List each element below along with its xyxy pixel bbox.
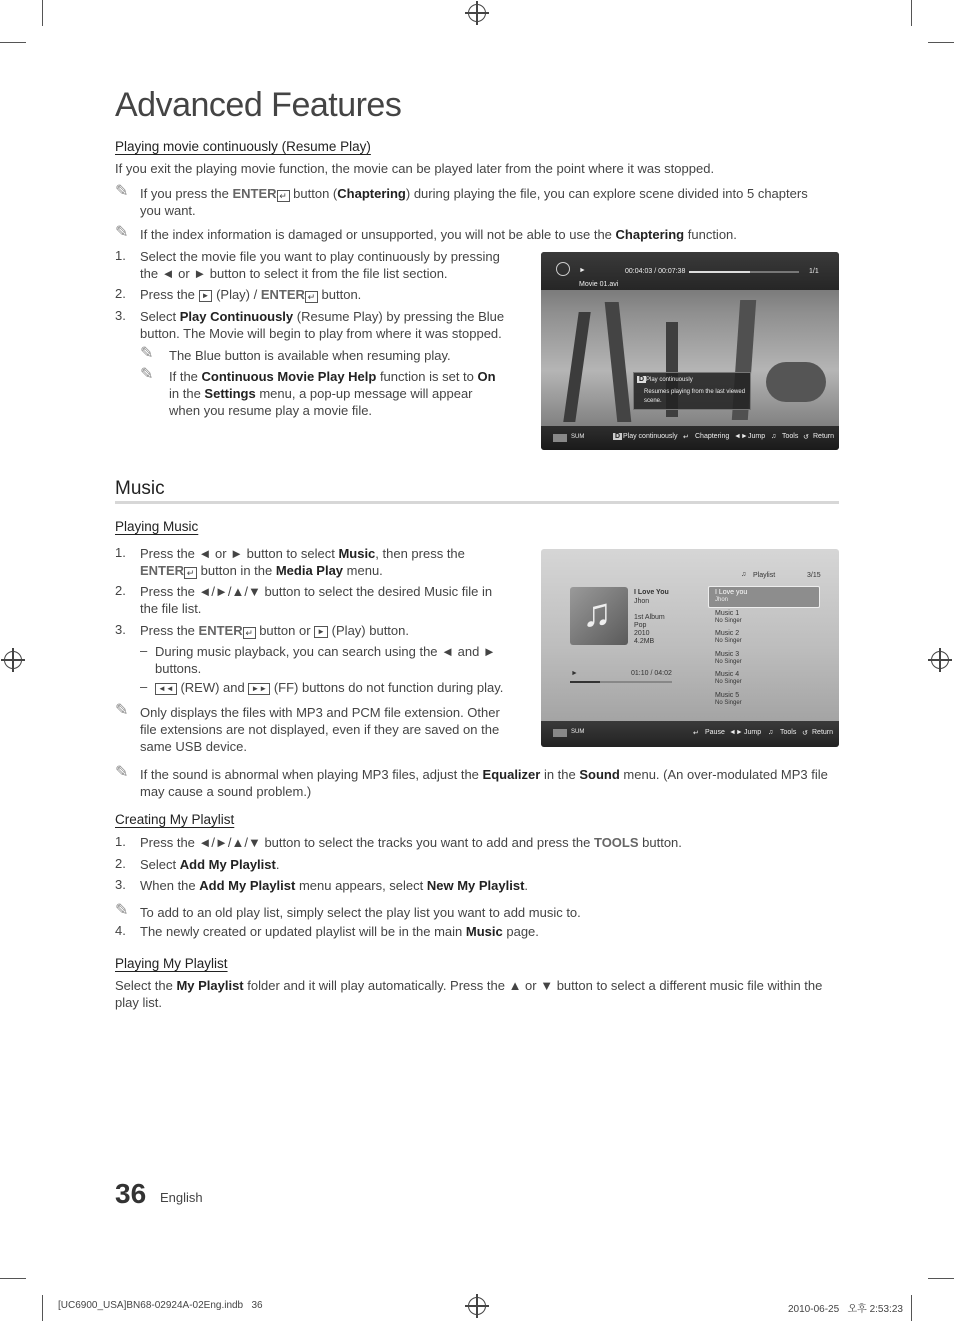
music-note-1: Only displays the files with MP3 and PCM file extension. Other file extensions are not displayed, even if they are saved on the same USB device. [140,705,500,754]
playlist-item-artist: No Singer [715,617,742,624]
note-pencil-icon: ✎ [115,702,129,719]
step-number: 3. [115,308,126,323]
tools-icon: ♫ [768,729,774,736]
movie-time: 00:04:03 / 00:07:38 [625,268,686,275]
crop-mark [911,1295,912,1321]
page-title: Advanced Features [115,86,402,124]
music-control-bar: SUM ↵ Pause ◄► Jump ♫ Tools ↺ Return [541,721,839,747]
album-art [570,587,628,645]
playlist-step-1: Press the ◄/►/▲/▼ button to select the tracks you want to add and press the TOOLS button. [140,835,682,850]
music-step-2: Press the ◄/►/▲/▼ button to select the desired Music file in the file list. [140,584,493,616]
dash-bullet: – [140,679,148,694]
rewind-icon: ◄◄ [155,683,177,695]
current-song: I Love You [634,589,669,596]
note-pencil-icon: ✎ [115,764,129,781]
page-number: 36 [115,1178,147,1209]
playlist-item-artist: No Singer [715,638,742,644]
playlist-icon: ♫ [741,571,747,578]
current-artist: Jhon [634,598,650,605]
resume-step-2: Press the ► (Play) / ENTER ↵ button. [140,287,362,302]
registration-mark-icon [931,651,949,669]
crop-mark [0,42,26,43]
left-right-arrow-icon: ◄► [729,729,743,736]
crop-mark [42,0,43,26]
playlist-note: To add to an old play list, simply select the play list you want to add music to. [140,905,581,920]
step-number: 2. [115,856,126,871]
return-icon: ↺ [802,730,808,737]
resume-note-1: If you press the ENTER ↵ button (Chaptering) during playing the file, you can explore scene divided into 5 chapters you want. [140,186,808,218]
playlist-step-3: When the Add My Playlist menu appears, select New My Playlist. [140,878,529,893]
music-step-3: Press the ENTER ↵ button or ► (Play) button. [140,623,409,638]
playlist-step-4: The newly created or updated playlist will be in the main Music page. [140,924,539,939]
playlist-item-artist: Jhon [715,597,729,603]
step-number: 3. [115,877,126,892]
music-dash-1: During music playback, you can search using the ◄ and ► buttons. [155,644,496,676]
step-number: 3. [115,622,126,637]
music-dash-2: ◄◄ (REW) and ►► (FF) buttons do not function during play. [155,679,515,696]
creating-playlist-heading: Creating My Playlist [115,812,235,827]
music-heading: Music [115,478,165,499]
playlist-item-title[interactable]: Music 4 [715,671,740,678]
crop-mark [0,1278,26,1279]
current-size: 4.2MB [634,638,655,645]
playlist-item-title[interactable]: Music 5 [715,691,740,699]
return-icon: ↺ [803,434,809,441]
resume-note-2: If the index information is damaged or unsupported, you will not be able to use the Chaptering function. [140,227,737,242]
step-number: 1. [115,834,126,849]
playing-playlist-text: Select the My Playlist folder and it will play automatically. Press the ▲ or ▼ button to select a different music file within the play list. [115,978,823,1010]
play-indicator-icon: ► [579,267,586,274]
crop-mark [928,42,954,43]
music-step-1: Press the ◄ or ► button to select Music, then press the ENTER ↵ button in the Media Play menu. [140,546,465,578]
crop-mark [42,1295,43,1321]
d-button-icon: D [639,376,645,383]
movie-screenshot [541,252,839,450]
section-divider [115,501,839,504]
playlist-item-artist: No Singer [715,699,742,706]
enter-icon: ↵ [243,627,256,639]
playlist-item-artist: No Singer [715,658,742,665]
playlist-count: 3/15 [807,572,821,579]
playing-music-heading: Playing Music [115,519,199,534]
play-icon: ► [199,290,213,302]
note-pencil-icon: ✎ [115,902,129,919]
print-file-info: [UC6900_USA]BN68-02924A-02Eng.indb 36 [58,1300,263,1311]
music-note-icon: ♫ [582,591,612,635]
film-reel-icon [556,262,570,276]
music-time: 01:10 / 04:02 [631,670,672,677]
resume-step-1: Select the movie file you want to play continuously by pressing the ◄ or ► button to select it from the file list section. [140,249,500,281]
enter-icon: ↵ [277,190,290,202]
note-pencil-icon: ✎ [140,366,154,383]
registration-mark-icon [468,1297,486,1315]
resume-intro: If you exit the playing movie function, the movie can be played later from the point where it was stopped. [115,161,715,176]
print-timestamp: 2010-06-25 오후 2:53:23 [788,1304,903,1315]
registration-mark-icon [4,651,22,669]
music-screenshot [541,549,839,747]
playlist-item-title[interactable]: Music 1 [715,609,740,617]
step-number: 4. [115,923,126,938]
resume-sub-note-1: The Blue button is available when resuming play. [169,348,451,363]
tools-icon: ♫ [771,433,777,440]
step-number: 2. [115,286,126,301]
registration-mark-icon [468,4,486,22]
playlist-item-title[interactable]: I Love you [715,589,748,596]
crop-mark [928,1278,954,1279]
playlist-step-2: Select Add My Playlist. [140,857,280,872]
current-year: 2010 [634,630,650,637]
left-right-arrow-icon: ◄► [734,433,748,440]
movie-filename: Movie 01.avi [579,281,619,288]
enter-icon: ↵ [305,291,318,303]
play-icon: ► [314,626,328,638]
playlist-label: Playlist [753,572,776,579]
note-pencil-icon: ✎ [140,345,154,362]
crop-mark [911,0,912,26]
note-pencil-icon: ✎ [115,224,129,241]
enter-icon: ↵ [693,730,699,737]
play-indicator-icon: ► [571,670,578,677]
current-album: 1st Album [634,614,665,621]
step-number: 1. [115,248,126,263]
play-continuously-popup: D Play continuously Resumes playing from the last viewed scene. [633,372,751,410]
movie-page-count: 1/1 [809,268,819,275]
resume-sub-note-2: If the Continuous Movie Play Help function is set to On in the Settings menu, a pop-up message will appear when you resume play a movie file. [169,369,496,418]
page-language: English [160,1190,203,1205]
music-note-2: If the sound is abnormal when playing MP3 files, adjust the Equalizer in the Sound menu. (An over-modulated MP3 file may cause a sound problem.) [140,767,828,799]
enter-icon: ↵ [184,567,197,579]
movie-control-bar: SUM D Play continuously ↵ Chaptering ◄► Jump ♫ Tools ↺ Return [541,426,839,450]
playing-playlist-heading: Playing My Playlist [115,956,228,971]
enter-icon: ↵ [683,434,689,441]
dash-bullet: – [140,643,148,658]
fast-forward-icon: ►► [248,683,270,695]
step-number: 2. [115,583,126,598]
resume-step-3: Select Play Continuously (Resume Play) by pressing the Blue button. The Movie will begin to play from where it was stopped. [140,309,505,341]
playlist-item-title[interactable]: Music 3 [715,650,740,658]
step-number: 1. [115,545,126,560]
note-pencil-icon: ✎ [115,183,129,200]
playlist-item-title[interactable]: Music 2 [715,630,740,637]
resume-heading: Playing movie continuously (Resume Play) [115,139,371,154]
playlist-item-artist: No Singer [715,679,742,685]
current-genre: Pop [634,622,647,629]
